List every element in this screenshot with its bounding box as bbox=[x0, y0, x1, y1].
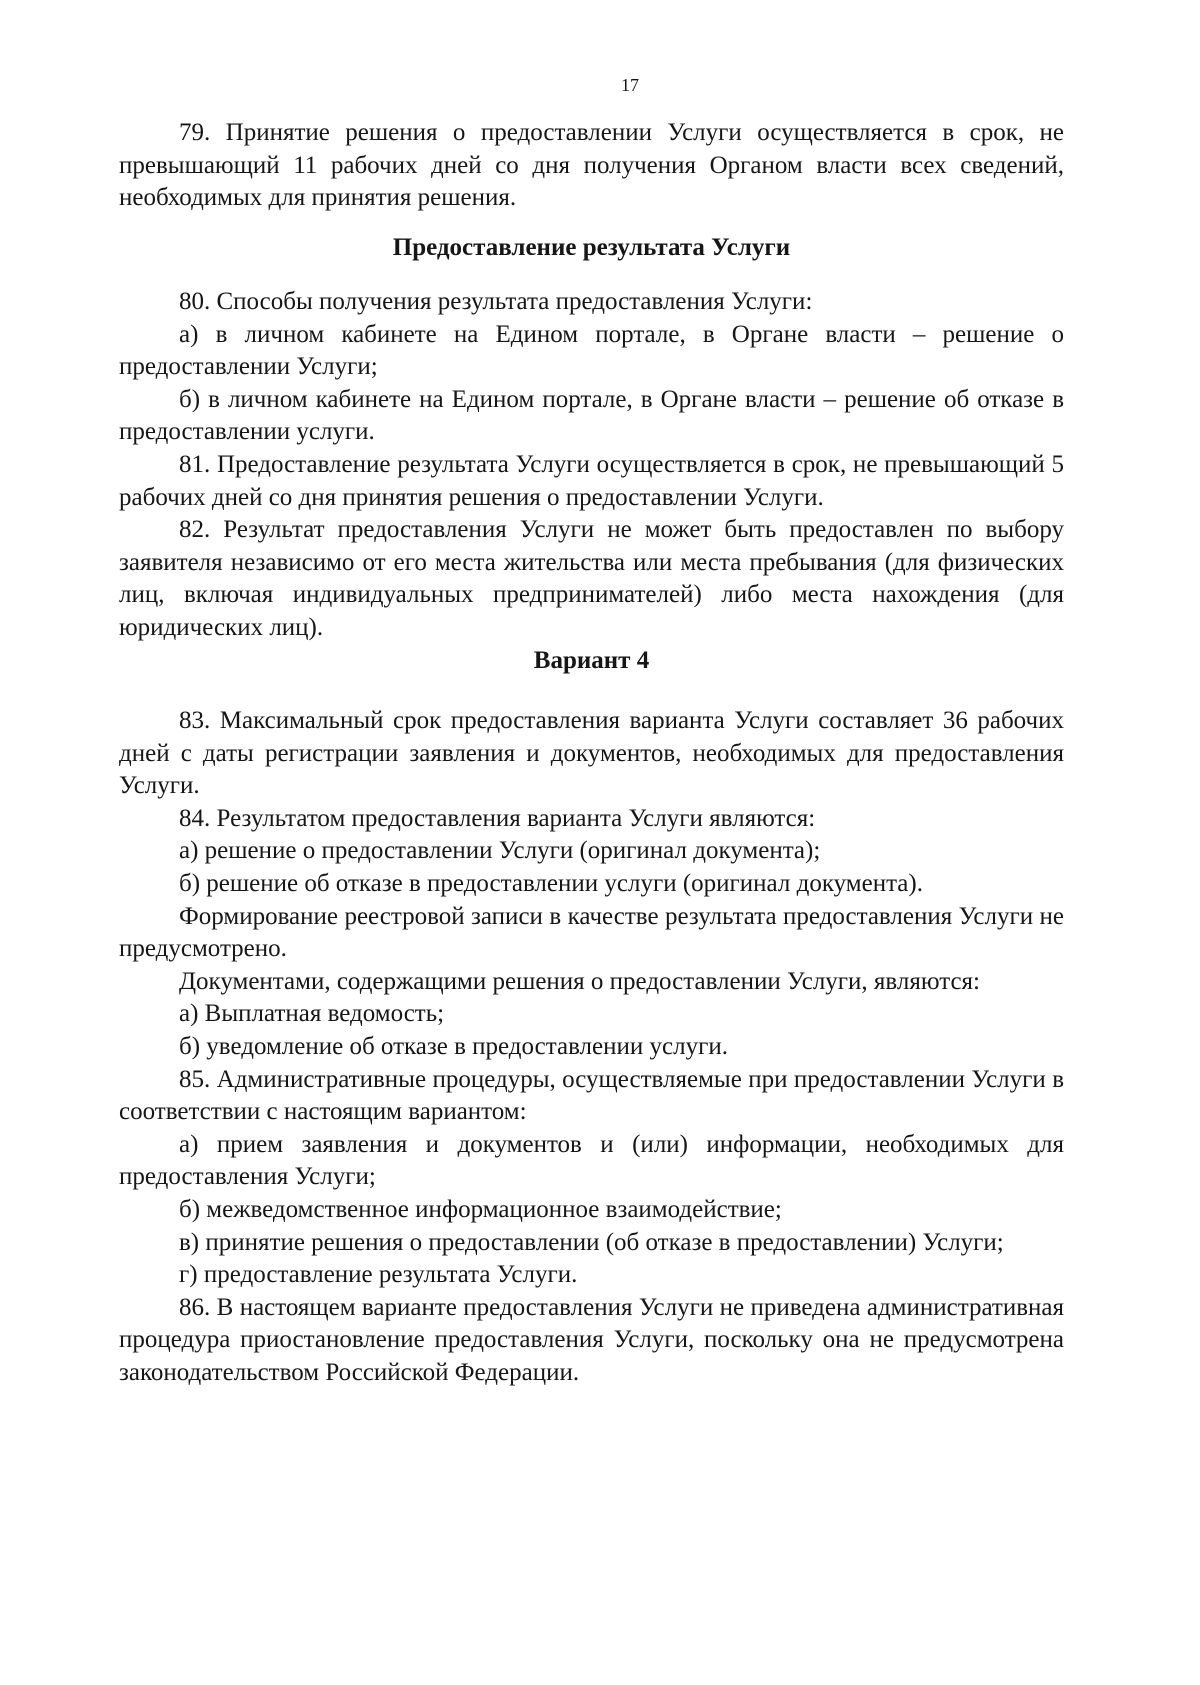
paragraph-82: 82. Результат предоставления Услуги не может быть предоставлен по выбору заявителя независимо от его места жительства или места пребывания (для физических лиц, включая индивидуальных предпринимателей) либо места нахождения (для юридических лиц). bbox=[119, 516, 1064, 641]
section-variant-heading bbox=[119, 645, 1064, 678]
section-result-heading bbox=[119, 232, 1064, 265]
paragraph-85-c: в) принятие решения о предоставлении (об отказе в предоставлении) Услуги; bbox=[179, 1228, 1004, 1256]
heading-variant-4: Вариант 4 bbox=[533, 647, 650, 674]
paragraph-84-a: а) решение о предоставлении Услуги (оригинал документа); bbox=[179, 837, 821, 865]
heading-result-delivery: Предоставление результата Услуги bbox=[392, 234, 791, 261]
paragraph-83: 83. Максимальный срок предоставления варианта Услуги составляет 36 рабочих дней с даты регистрации заявления и документов, необходимых для предоставления Услуги. bbox=[119, 707, 1064, 800]
page-number: 17 bbox=[621, 75, 639, 95]
section-83-86 bbox=[119, 705, 1064, 1389]
paragraph-85-d: г) предоставление результата Услуги. bbox=[179, 1261, 578, 1289]
paragraph-80-a: а) в личном кабинете на Едином портале, в Органе власти – решение о предоставлении Услуги; bbox=[119, 320, 1064, 381]
paragraph-84: 84. Результатом предоставления варианта Услуги являются: bbox=[179, 804, 816, 832]
paragraph-85-a: а) прием заявления и документов и (или) информации, необходимых для предоставления Услуги; bbox=[119, 1130, 1064, 1191]
paragraph-80-b: б) в личном кабинете на Едином портале, в Органе власти – решение об отказе в предоставлении услуги. bbox=[119, 385, 1064, 446]
paragraph-80: 80. Способы получения результата предоставления Услуги: bbox=[179, 288, 813, 315]
paragraph-84-docs-b: б) уведомление об отказе в предоставлении услуги. bbox=[179, 1032, 728, 1060]
paragraph-81: 81. Предоставление результата Услуги осуществляется в срок, не превышающий 5 рабочих дней со дня принятия решения о предоставлении Услуги. bbox=[119, 450, 1064, 511]
paragraph-84-b: б) решение об отказе в предоставлении услуги (оригинал документа). bbox=[179, 869, 923, 897]
paragraph-84-docs-a: а) Выплатная ведомость; bbox=[179, 1000, 445, 1028]
section-80-82 bbox=[119, 286, 1064, 645]
paragraph-85: 85. Административные процедуры, осуществляемые при предоставлении Услуги в соответствии с настоящим вариантом: bbox=[119, 1065, 1064, 1126]
paragraph-84-documents: Документами, содержащими решения о предоставлении Услуги, являются: bbox=[179, 967, 980, 995]
paragraph-79: 79. Принятие решения о предоставлении Услуги осуществляется в срок, не превышающий 11 рабочих дней со дня получения Органом власти всех сведений, необходимых для принятия решения. bbox=[119, 119, 1064, 212]
paragraph-86: 86. В настоящем варианте предоставления Услуги не приведена административная процедура приостановление предоставления Услуги, поскольку она не предусмотрена законодательством Российской Федерации. bbox=[119, 1293, 1064, 1386]
paragraph-85-b: б) межведомственное информационное взаимодействие; bbox=[179, 1195, 782, 1223]
section-79 bbox=[119, 117, 1064, 215]
paragraph-84-registry: Формирование реестровой записи в качестве результата предоставления Услуги не предусмотрено. bbox=[119, 902, 1064, 963]
